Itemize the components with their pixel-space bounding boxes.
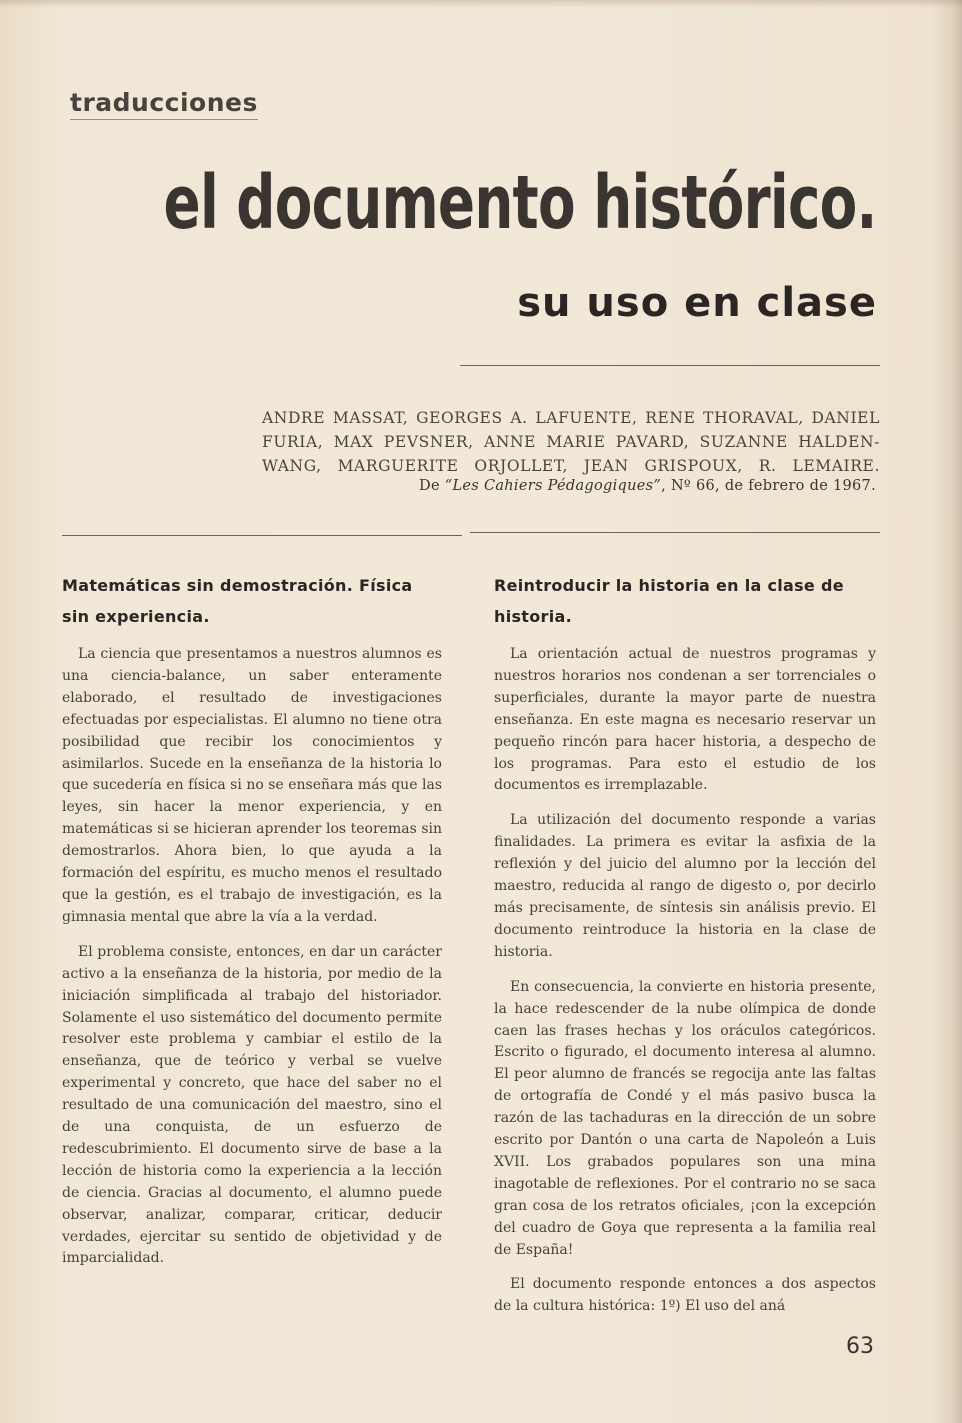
article-subtitle: su uso en clase bbox=[517, 280, 877, 326]
paragraph: La utilización del documento responde a varias finalidades. La primera es evitar la asfixia de la reflexión y del juicio del alumno por la lección del maestro, reducida al rango de digesto o, por decirlo más precisamente, de síntesis sin análisis previo. El documento reintroduce la historia en la clase de historia. bbox=[494, 812, 876, 960]
title-rule bbox=[460, 365, 880, 366]
page-top-edge bbox=[0, 0, 962, 8]
left-column-heading: Matemáticas sin demostración. Física sin experiencia. bbox=[62, 576, 413, 626]
page-number: 63 bbox=[846, 1334, 874, 1359]
right-column-heading: Reintroducir la historia en la clase de historia. bbox=[494, 576, 844, 626]
authors-line: WANG, MARGUERITE ORJOLLET, JEAN GRISPOUX, R. LEMAIRE. bbox=[262, 457, 880, 475]
paragraph: En consecuencia, la convierte en historia presente, la hace redescender de la nube olímpica de donde caen las frases hechas y los oráculos categóricos. Escrito o figurado, el documento interesa al alumno. El peor alumno de francés se regocija ante las faltas de ortografía de Condé y el más pasivo busca la razón de las tachaduras en la dirección de un sobre escrito por Dantón o una carta de Napoleón a Luis XVII. Los grabados populares son una mina inagotable de reflexiones. Por el contrario no se saca gran cosa de los retratos oficiales, ¡con la excepción del cuadro de Goya que representa a la familia real de España! bbox=[494, 978, 876, 1258]
article-title: el documento histórico. bbox=[163, 160, 877, 246]
paragraph: La orientación actual de nuestros programas y nuestros horarios nos condenan a ser torrenciales o superficiales, durante la mayor parte de nuestra enseñanza. En este magna es necesario reservar un pequeño rincón para hacer historia, a despecho de los programas. Para esto el estudio de los documentos es irremplazable. bbox=[494, 646, 876, 794]
authors-line: FURIA, MAX PEVSNER, ANNE MARIE PAVARD, SUZANNE HALDEN- bbox=[262, 433, 880, 451]
left-column bbox=[62, 570, 442, 1283]
source-citation bbox=[419, 478, 876, 494]
right-column bbox=[494, 570, 876, 1331]
authors-block bbox=[262, 406, 880, 478]
source-publication: “Les Cahiers Pédagogiques” bbox=[444, 478, 662, 494]
authors-line: ANDRE MASSAT, GEORGES A. LAFUENTE, RENE THORAVAL, DANIEL bbox=[262, 409, 880, 427]
source-details: , Nº 66, de febrero de 1967. bbox=[661, 478, 876, 494]
paragraph: La ciencia que presentamos a nuestros alumnos es una ciencia-balance, un saber enteramente elaborado, el resultado de investigaciones efectuadas por especialistas. El alumno no tiene otra posibilidad que recibir los conocimientos y asimilarlos. Sucede en la enseñanza de la historia lo que sucedería en física si no se enseñara más que las leyes, sin hacer la menor experiencia, y en matemáticas si se hicieran aprender los teoremas sin demostrarlos. Ahora bien, lo que ayuda a la formación del espíritu, es mucho menos el resultado que la gestión, es el trabajo de investigación, es la gimnasia mental que abre la vía a la verdad. bbox=[62, 646, 442, 925]
header-rule-right bbox=[470, 532, 880, 533]
header-rule-left bbox=[62, 535, 462, 536]
source-prefix: De bbox=[419, 478, 440, 494]
paragraph: El documento responde entonces a dos aspectos de la cultura histórica: 1º) El uso del aná bbox=[494, 1276, 876, 1315]
page-binding-shadow bbox=[932, 0, 962, 1423]
section-label: traducciones bbox=[70, 88, 258, 120]
paragraph: El problema consiste, entonces, en dar un carácter activo a la enseñanza de la historia, por medio de la iniciación simplificada al trabajo del historiador. Solamente el uso sistemático del documento permite resolver este problema y cambiar el estilo de la enseñanza, que de teórico y verbal se vuelve experimental y concreto, que hace del saber no el resultado de una comunicación del maestro, sino el de una conquista, de un esfuerzo de redescubrimiento. El documento sirve de base a la lección de historia como la experiencia a la lección de ciencia. Gracias al documento, el alumno puede observar, analizar, comparar, criticar, deducir verdades, ejercitar su sentido de objetividad y de imparcialidad. bbox=[62, 943, 442, 1267]
